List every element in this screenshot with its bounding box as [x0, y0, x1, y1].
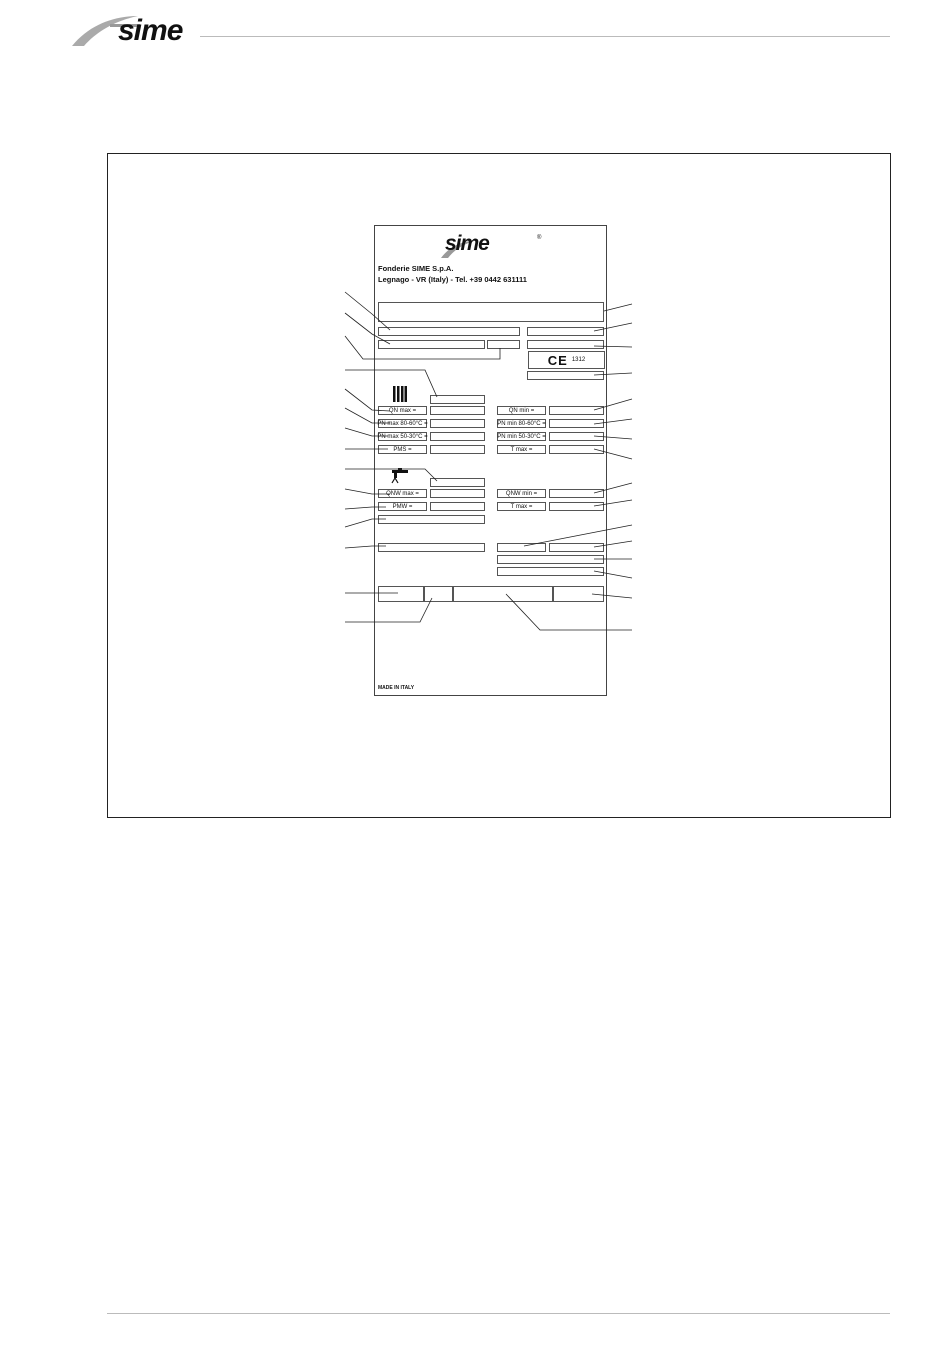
label-qn-max: QN max = [378, 406, 427, 415]
field-bottom-4 [553, 586, 604, 602]
label-pn-max-5030: PN max 50-30°C = [377, 433, 428, 440]
footer-rule [107, 1313, 890, 1314]
field-category [378, 340, 485, 349]
header-brand-logo: sime [118, 14, 183, 47]
field-electric-power [497, 567, 604, 576]
field-bottom-2 [424, 586, 453, 602]
field-nox [527, 340, 604, 349]
label-t-max-heating: T max = [497, 445, 546, 454]
registered-mark: ® [537, 235, 542, 241]
ce-box [528, 351, 605, 369]
label-qnw-max: QNW max = [378, 489, 427, 498]
value-qn-min [549, 406, 604, 415]
made-in-italy: MADE IN ITALY [378, 685, 415, 691]
label-qnw-min: QNW min = [497, 489, 546, 498]
label-pn-min-8060: PN min 80-60°C = [497, 420, 546, 427]
field-pin [527, 371, 604, 380]
field-gas-pressure [497, 543, 546, 552]
field-year [487, 340, 520, 349]
value-t-max-dhw [549, 502, 604, 511]
label-pn-max-8060: PN max 80-60°C = [377, 420, 428, 427]
value-pms [430, 445, 485, 454]
field-type [378, 327, 520, 336]
value-qnw-max [430, 489, 485, 498]
value-pn-min-8060 [549, 419, 604, 428]
radiator-icon [393, 385, 407, 403]
field-serial [527, 327, 604, 336]
field-bottom-1 [378, 586, 424, 602]
field-gas-type [378, 543, 485, 552]
field-electric-supply [497, 555, 604, 564]
value-t-max-heating [549, 445, 604, 454]
ce-number: 1312 [571, 357, 586, 363]
label-pms: PMS = [378, 445, 427, 454]
manufacturer-address: Legnago - VR (Italy) - Tel. +39 0442 631111 [378, 275, 527, 284]
ce-mark: CE [547, 352, 568, 368]
plate-brand-logo: sime [445, 232, 489, 255]
field-dhw-type [430, 478, 485, 487]
data-plate [374, 225, 607, 696]
label-pn-min-5030: PN min 50-30°C = [497, 433, 546, 440]
label-qn-min: QN min = [497, 406, 546, 415]
tap-icon [390, 468, 410, 484]
value-qn-max [430, 406, 485, 415]
value-qnw-min [549, 489, 604, 498]
label-t-max-dhw: T max = [497, 502, 546, 511]
value-pn-max-5030 [430, 432, 485, 441]
field-bottom-3 [453, 586, 553, 602]
value-pmw [430, 502, 485, 511]
field-gas-category [549, 543, 604, 552]
value-pn-max-8060 [430, 419, 485, 428]
label-pmw: PMW = [378, 502, 427, 511]
header-rule [200, 36, 890, 37]
field-heating-type [430, 395, 485, 404]
manufacturer-name: Fonderie SIME S.p.A. [378, 264, 454, 273]
field-model [378, 302, 604, 322]
field-dhw-extra [378, 515, 485, 524]
value-pn-min-5030 [549, 432, 604, 441]
